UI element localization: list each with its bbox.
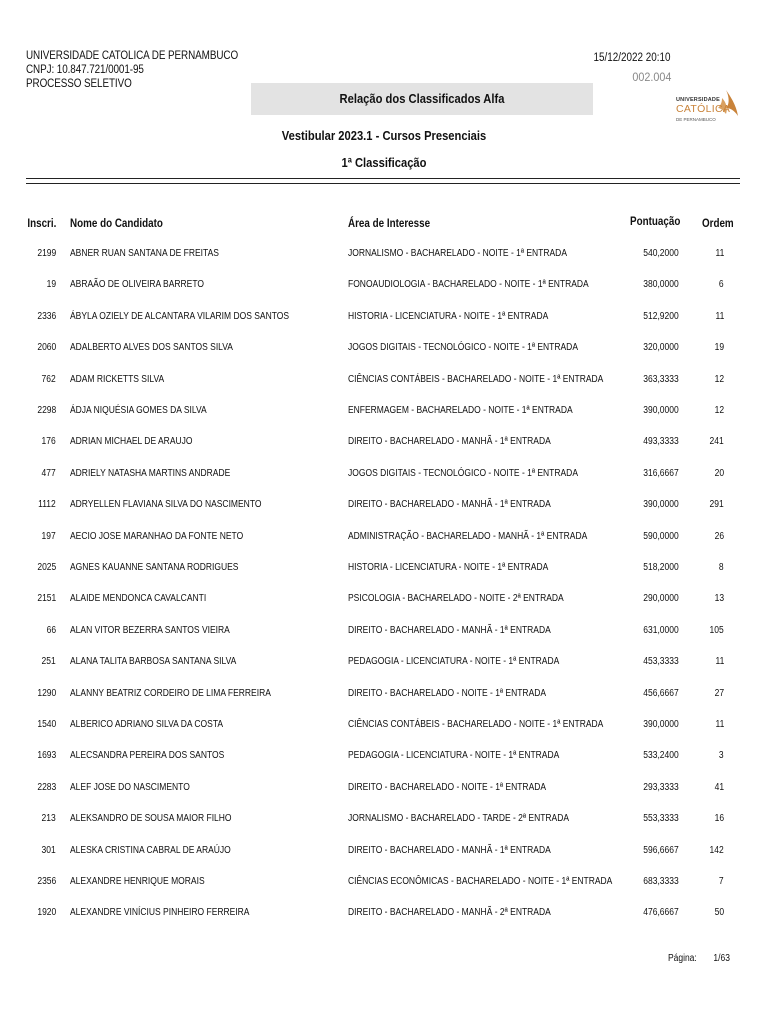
cell-score: 533,2400 [643, 750, 679, 762]
column-header-id: Inscri. [27, 216, 56, 230]
table-row [0, 436, 768, 467]
cell-inscricao: 477 [41, 467, 56, 479]
cell-inscricao: 1290 [37, 687, 56, 699]
cell-score: 316,6667 [643, 467, 679, 479]
cell-area: JORNALISMO - BACHARELADO - NOITE - 1ª ENTRADA [348, 248, 567, 259]
cell-area: PEDAGOGIA - LICENCIATURA - NOITE - 1ª ENTRADA [348, 750, 560, 762]
cell-score: 553,3333 [643, 813, 679, 825]
cell-area: DIREITO - BACHARELADO - MANHÃ - 1ª ENTRADA [348, 624, 551, 636]
cell-candidate-name: ÁBYLA OZIELY DE ALCANTARA VILARIM DOS SANTOS [70, 310, 290, 322]
column-header-order: Ordem [702, 216, 734, 230]
cell-inscricao: 301 [41, 844, 56, 856]
cell-inscricao: 2298 [37, 405, 56, 416]
cell-order: 26 [714, 530, 724, 542]
cell-candidate-name: ADALBERTO ALVES DOS SANTOS SILVA [70, 342, 233, 354]
cell-score: 540,2000 [643, 248, 679, 259]
cell-area: DIREITO - BACHARELADO - MANHÃ - 1ª ENTRADA [348, 844, 551, 856]
cell-inscricao: 2025 [37, 562, 56, 573]
cell-score: 596,6667 [643, 844, 679, 856]
cell-area: FONOAUDIOLOGIA - BACHARELADO - NOITE - 1ª ENTRADA [348, 279, 589, 291]
cell-score: 363,3333 [643, 373, 679, 385]
cell-candidate-name: ALBERICO ADRIANO SILVA DA COSTA [70, 719, 224, 730]
cell-candidate-name: ALANNY BEATRIZ CORDEIRO DE LIMA FERREIRA [70, 687, 271, 699]
cell-score: 390,0000 [643, 499, 679, 511]
cell-candidate-name: ALEXANDRE VINÍCIUS PINHEIRO FERREIRA [70, 907, 250, 919]
cell-area: DIREITO - BACHARELADO - MANHÃ - 2ª ENTRADA [348, 907, 551, 919]
cell-candidate-name: ADRYELLEN FLAVIANA SILVA DO NASCIMENTO [70, 499, 262, 511]
cell-area: DIREITO - BACHARELADO - MANHÃ - 1ª ENTRADA [348, 436, 551, 448]
report-classification: 1ª Classificação [341, 155, 427, 170]
cell-candidate-name: ADRIAN MICHAEL DE ARAUJO [70, 436, 193, 448]
cell-candidate-name: ABRAÃO DE OLIVEIRA BARRETO [70, 279, 205, 291]
table-row [0, 719, 768, 750]
cell-candidate-name: ALAIDE MENDONCA CAVALCANTI [70, 593, 207, 605]
cell-score: 631,0000 [643, 624, 679, 636]
cell-inscricao: 2283 [37, 781, 56, 793]
cell-candidate-name: ADRIELY NATASHA MARTINS ANDRADE [70, 467, 231, 479]
cell-candidate-name: ABNER RUAN SANTANA DE FREITAS [70, 248, 219, 259]
cell-order: 19 [714, 342, 724, 354]
page-label: Página: [667, 953, 697, 964]
cell-order: 6 [719, 279, 724, 291]
cell-score: 290,0000 [643, 593, 679, 605]
cell-score: 390,0000 [643, 719, 679, 730]
cell-inscricao: 251 [41, 656, 56, 668]
cell-order: 12 [714, 373, 724, 385]
report-title: Relação dos Classificados Alfa [339, 91, 505, 106]
cell-area: JOGOS DIGITAIS - TECNOLÓGICO - NOITE - 1ª ENTRADA [348, 342, 579, 354]
cell-area: CIÊNCIAS CONTÁBEIS - BACHARELADO - NOITE - 1ª ENTRADA [348, 373, 604, 385]
cell-inscricao: 1540 [37, 719, 56, 730]
cell-area: HISTORIA - LICENCIATURA - NOITE - 1ª ENTRADA [348, 562, 549, 573]
cell-candidate-name: ALEXANDRE HENRIQUE MORAIS [70, 876, 205, 887]
institution-name: UNIVERSIDADE CATOLICA DE PERNAMBUCO [26, 50, 239, 62]
cell-area: ADMINISTRAÇÃO - BACHARELADO - MANHÃ - 1ª ENTRADA [348, 530, 588, 542]
cell-area: JORNALISMO - BACHARELADO - TARDE - 2ª ENTRADA [348, 813, 570, 825]
cell-score: 512,9200 [643, 310, 679, 322]
cell-score: 590,0000 [643, 530, 679, 542]
cell-candidate-name: ADAM RICKETTS SILVA [70, 373, 165, 385]
cell-inscricao: 176 [41, 436, 56, 448]
cell-candidate-name: ÁDJA NIQUÉSIA GOMES DA SILVA [70, 405, 207, 416]
cell-inscricao: 1112 [38, 499, 56, 511]
cell-area: PEDAGOGIA - LICENCIATURA - NOITE - 1ª ENTRADA [348, 656, 560, 668]
logo-line-2: CATÓLICA [676, 103, 731, 115]
report-title-bar [251, 83, 593, 115]
cell-candidate-name: AGNES KAUANNE SANTANA RODRIGUES [70, 562, 239, 573]
column-header-score: Pontuação [629, 214, 680, 228]
table-row [0, 499, 768, 530]
cell-area: CIÊNCIAS ECONÔMICAS - BACHARELADO - NOITE - 1ª ENTRADA [348, 876, 613, 887]
cell-inscricao: 2151 [37, 593, 56, 605]
institution-cnpj: CNPJ: 10.847.721/0001-95 [26, 64, 144, 76]
cell-inscricao: 19 [46, 279, 56, 291]
cell-order: 241 [709, 436, 724, 448]
page-indicator [668, 953, 730, 964]
cell-score: 476,6667 [643, 907, 679, 919]
cell-candidate-name: ALAN VITOR BEZERRA SANTOS VIEIRA [70, 624, 230, 636]
cell-order: 50 [714, 907, 724, 919]
cell-candidate-name: ALEF JOSE DO NASCIMENTO [70, 781, 190, 793]
table-row [0, 750, 768, 781]
cell-candidate-name: AECIO JOSE MARANHAO DA FONTE NETO [70, 530, 244, 542]
cell-order: 11 [715, 719, 724, 730]
cell-order: 12 [714, 405, 724, 416]
cell-order: 13 [714, 593, 724, 605]
cell-order: 11 [715, 248, 724, 259]
table-row [0, 531, 768, 562]
institution-block [26, 49, 238, 91]
cell-score: 380,0000 [643, 279, 679, 291]
cell-area: CIÊNCIAS CONTÁBEIS - BACHARELADO - NOITE - 1ª ENTRADA [348, 719, 604, 730]
cell-inscricao: 1920 [37, 907, 56, 919]
cell-inscricao: 197 [41, 530, 56, 542]
cell-area: PSICOLOGIA - BACHARELADO - NOITE - 2ª ENTRADA [348, 593, 564, 605]
table-row [0, 907, 768, 938]
table-row [0, 374, 768, 405]
cell-candidate-name: ALANA TALITA BARBOSA SANTANA SILVA [70, 656, 237, 668]
cell-score: 390,0000 [643, 405, 679, 416]
cell-candidate-name: ALESKA CRISTINA CABRAL DE ARAÚJO [70, 844, 231, 856]
cell-area: DIREITO - BACHARELADO - NOITE - 1ª ENTRADA [348, 687, 547, 699]
cell-area: ENFERMAGEM - BACHARELADO - NOITE - 1ª ENTRADA [348, 405, 573, 416]
divider-top [26, 178, 740, 179]
page-value: 1/63 [713, 953, 730, 964]
cell-inscricao: 213 [41, 813, 56, 825]
divider-bottom [26, 183, 740, 184]
cell-order: 8 [719, 562, 724, 573]
cell-order: 11 [715, 656, 724, 668]
cell-order: 291 [709, 499, 724, 511]
cell-score: 493,3333 [643, 436, 679, 448]
table-row [0, 468, 768, 499]
table-row [0, 782, 768, 813]
table-row [0, 688, 768, 719]
report-subtitle: Vestibular 2023.1 - Cursos Presenciais [281, 128, 487, 143]
table-row [0, 562, 768, 593]
cell-score: 456,6667 [643, 687, 679, 699]
cell-order: 27 [714, 687, 724, 699]
cell-area: DIREITO - BACHARELADO - NOITE - 1ª ENTRADA [348, 781, 547, 793]
cell-inscricao: 2336 [37, 310, 56, 322]
cell-order: 7 [719, 876, 724, 887]
table-row [0, 625, 768, 656]
cell-score: 453,3333 [643, 656, 679, 668]
table-row [0, 405, 768, 436]
table-row [0, 876, 768, 907]
cell-inscricao: 2060 [37, 342, 56, 354]
column-header-area: Área de Interesse [348, 216, 431, 230]
institution-process: PROCESSO SELETIVO [26, 78, 132, 90]
table-row [0, 342, 768, 373]
table-row [0, 279, 768, 310]
cell-score: 518,2000 [643, 562, 679, 573]
logo-line-3: DE PERNAMBUCO [676, 117, 716, 122]
cell-inscricao: 762 [41, 373, 56, 385]
cell-order: 105 [709, 624, 724, 636]
cell-candidate-name: ALECSANDRA PEREIRA DOS SANTOS [70, 750, 225, 762]
cell-area: DIREITO - BACHARELADO - MANHÃ - 1ª ENTRADA [348, 499, 551, 511]
column-header-name: Nome do Candidato [70, 216, 163, 230]
cell-inscricao: 2199 [37, 248, 56, 259]
cell-score: 320,0000 [643, 342, 679, 354]
table-row [0, 593, 768, 624]
report-datetime: 15/12/2022 20:10 [594, 52, 671, 64]
cell-inscricao: 2356 [37, 876, 56, 887]
cell-inscricao: 66 [46, 624, 56, 636]
logo-line-1: UNIVERSIDADE [676, 97, 720, 103]
university-logo [676, 86, 746, 130]
cell-inscricao: 1693 [37, 750, 56, 762]
cell-area: HISTORIA - LICENCIATURA - NOITE - 1ª ENTRADA [348, 310, 549, 322]
cell-order: 20 [714, 467, 724, 479]
cell-order: 11 [715, 310, 724, 322]
table-row [0, 813, 768, 844]
cell-order: 142 [709, 844, 724, 856]
cell-candidate-name: ALEKSANDRO DE SOUSA MAIOR FILHO [70, 813, 232, 825]
table-row [0, 248, 768, 279]
cell-order: 16 [714, 813, 724, 825]
table-row [0, 656, 768, 687]
report-code: 002.004 [631, 70, 671, 84]
cell-order: 41 [714, 781, 724, 793]
table-row [0, 845, 768, 876]
cell-score: 683,3333 [643, 876, 679, 887]
cell-order: 3 [719, 750, 724, 762]
cell-area: JOGOS DIGITAIS - TECNOLÓGICO - NOITE - 1ª ENTRADA [348, 467, 579, 479]
table-row [0, 311, 768, 342]
cell-score: 293,3333 [643, 781, 679, 793]
